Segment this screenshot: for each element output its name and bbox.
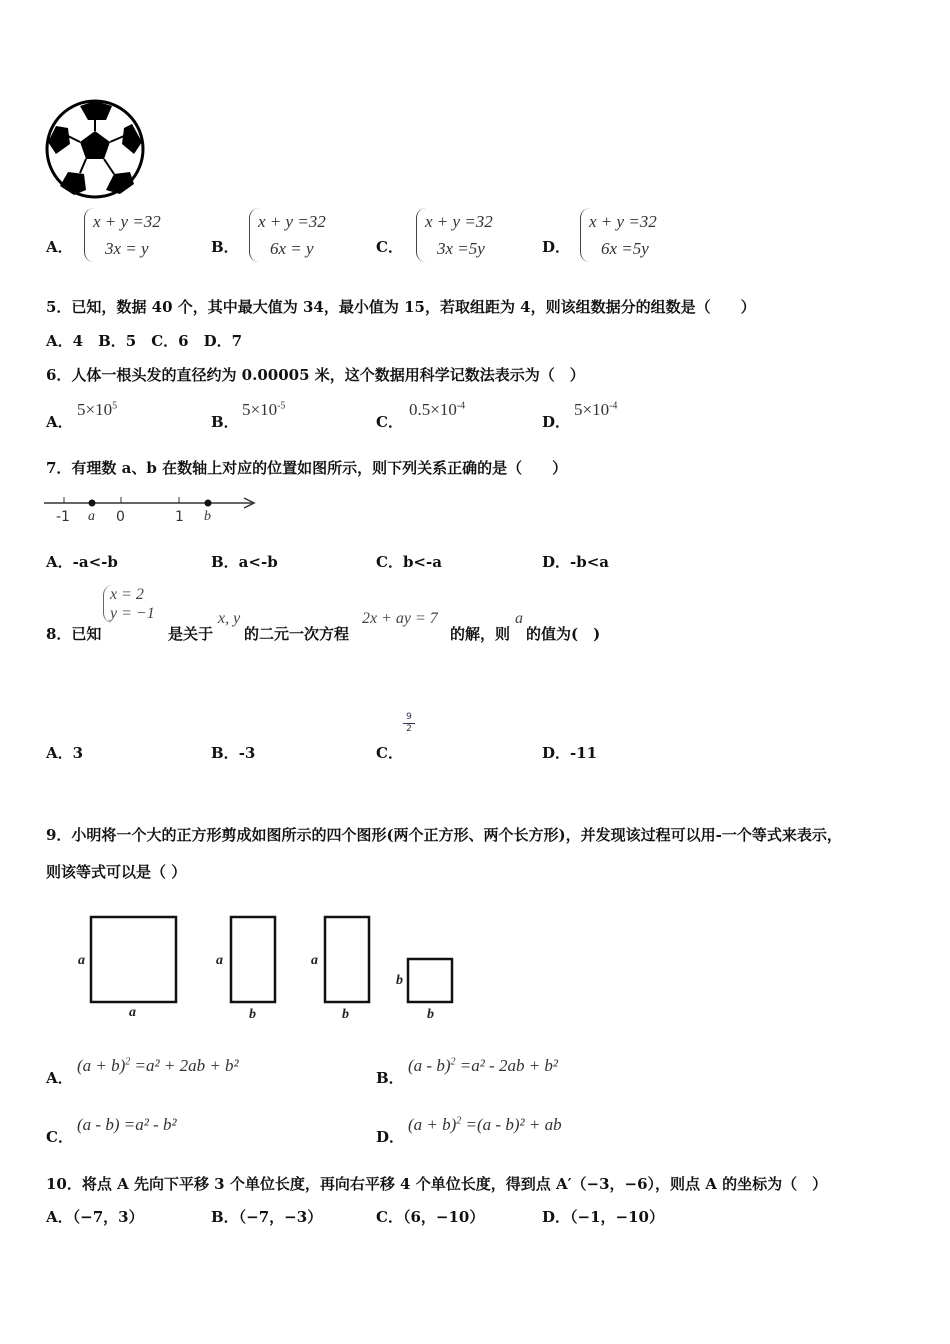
q8-option-d: D．-11 [542,744,598,762]
q8-sys-line2: y = −1 [110,605,155,622]
q4-option-d-label: D． [542,238,571,256]
number-line-figure [44,492,260,526]
q6-option-d-value: $5\times 10^{-4}$ [574,400,618,419]
q4-option-c-label: C． [376,238,403,256]
q6-option-c-value: $0.5\times 10^{-4}$ [409,400,466,419]
rect1-bottom-label: b [249,1007,256,1022]
small-square-bottom-label: b [427,1007,434,1022]
q8-var-a: a [515,610,523,627]
rect1-side-label: a [216,953,223,968]
q9-option-d-formula: $(a + b)^2 =(a - b)^2$ + ab [408,1115,562,1134]
tick-label-a: a [88,509,95,524]
q4-option-d-system [580,208,657,262]
q8-mid1: 是关于 [168,625,214,643]
q7-text: 7．有理数 a、b 在数轴上对应的位置如图所示，则下列关系正确的是（ ） [46,459,568,477]
q4-d-line2: 6x =5y [601,239,649,258]
q8-option-a: A．3 [46,744,84,762]
q9-option-c-label: C． [46,1128,73,1146]
q9-option-c-formula: (a - b) =a² - b² [77,1115,177,1134]
q7-option-a: A．-a<-b [46,553,118,571]
q4-b-line1: x + y =32 [258,212,326,231]
q4-c-line2: 3x =5y [437,239,485,258]
q5-options: A．4 B．5 C．6 D．7 [46,332,243,350]
q8-prefix: 8．已知 [46,625,102,643]
q4-b-line2: 6x = y [270,239,314,258]
q9-option-d-label: D． [376,1128,405,1146]
q4-a-line2: 3x = y [105,239,149,258]
q6-option-b-value: $5\times 10^{-5}$ [242,400,286,419]
tick-label-1: 1 [175,509,184,525]
q10-option-d: D．（−1，−10） [542,1208,664,1226]
q10-option-a: A．（−7，3） [46,1208,144,1226]
q8-equation: 2x + ay = 7 [362,610,438,627]
q9-option-b-formula: (a - b)$^2$ =a² - 2ab + b² [408,1056,559,1075]
tick-label-neg1: -1 [56,509,70,525]
q4-c-line1: x + y =32 [425,212,493,231]
q5-text: 5．已知，数据 40 个，其中最大值为 34，最小值为 15，若取组距为 4，则该组数据分的组数是（ ） [46,298,756,316]
q4-option-c-system [416,208,493,262]
rect2-bottom-label: b [342,1007,349,1022]
q8-mid2: 的二元一次方程 [244,625,350,643]
q10-option-c: C．（6，−10） [376,1208,485,1226]
q4-option-a-label: A． [46,238,73,256]
q8-sys-line1: x = 2 [110,586,144,603]
q9-text-line1: 9．小明将一个大的正方形剪成如图所示的四个图形(两个正方形、两个长方形)，并发现该过程可以用-一个等式来表示， [46,826,842,844]
q4-option-b-label: B． [211,238,239,256]
q8-system [103,585,155,623]
q8-suffix: 的值为( ) [526,625,601,643]
q6-option-d-label: D． [542,413,571,431]
q6-option-a-label: A． [46,413,73,431]
q6-option-c-label: C． [376,413,403,431]
q4-option-a-system [84,208,161,262]
q9-option-a-label: A． [46,1069,73,1087]
tick-label-b: b [204,509,211,524]
q9-text-line2: 则该等式可以是（ ） [46,863,187,881]
q10-text: 10．将点 A 先向下平移 3 个单位长度，再向右平移 4 个单位长度，得到点 A′（−3，−6），则点 A 的坐标为（ ） [46,1175,828,1193]
q9-option-b-label: B． [376,1069,404,1087]
q8-vars: x, y [218,610,241,627]
soccer-ball-image [44,98,146,200]
big-square-side-label: a [78,953,85,968]
small-square-side-label: b [396,973,403,988]
q6-text: 6．人体一根头发的直径约为 0.00005 米，这个数据用科学记数法表示为（ ） [46,366,585,384]
q8-option-c-fraction: 9 2 [403,712,415,735]
q9-option-a-formula: $(a + b)^2 =a^2 + 2ab + b^2$ [77,1056,239,1075]
q7-option-d: D．-b<a [542,553,610,571]
q7-option-b: B．a<-b [211,553,278,571]
q8-mid3: 的解，则 [450,625,511,643]
q8-option-b: B．-3 [211,744,256,762]
tick-label-0: 0 [116,509,125,525]
q10-option-b: B．（−7，−3） [211,1208,323,1226]
q4-option-b-system [249,208,326,262]
rect2-side-label: a [311,953,318,968]
q8-option-c-label: C． [376,744,403,762]
big-square-bottom-label: a [129,1005,136,1020]
q4-a-line1: x + y =32 [93,212,161,231]
q9-shapes-figure [74,908,474,1028]
q4-d-line1: x + y =32 [589,212,657,231]
q6-option-b-label: B． [211,413,239,431]
q6-option-a-value: $5\times 10^5$ [77,400,118,419]
q7-option-c: C．b<-a [376,553,442,571]
